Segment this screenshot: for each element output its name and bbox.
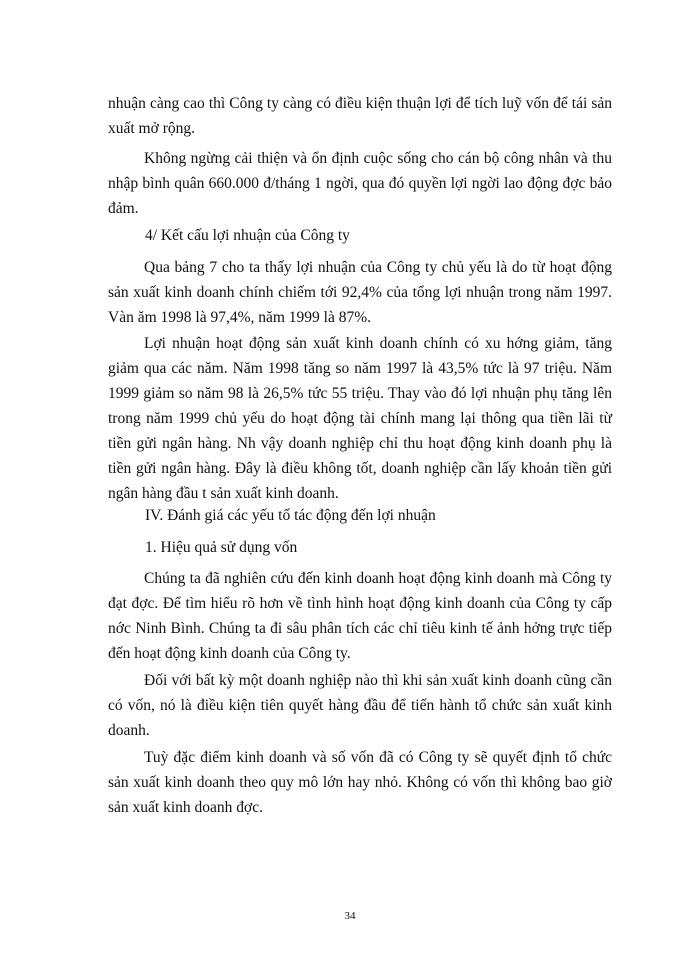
paragraph-profit-sources: Qua bảng 7 cho ta thấy lợi nhuận của Công ty chủ yếu là do từ hoạt động sản xuất kinh doanh chính chiếm tới 92,4% của tổng lợi nhuận trong năm 1997. Vàn ăm 1998 là 97,4%, năm 1999 là 87%.	[108, 259, 612, 326]
paragraph-worker-income: Không ngừng cải thiện và ổn định cuộc sống cho cán bộ công nhân và thu nhập bình quân 660.000 đ/tháng 1 ngời, qua đó quyền lợi ngời lao động đợc bảo đảm.	[108, 150, 612, 217]
heading-capital-efficiency: 1. Hiệu quả sử dụng vốn	[145, 539, 298, 556]
heading-evaluation-factors: IV. Đánh giá các yếu tố tác động đến lợi nhuận	[145, 507, 436, 524]
heading-profit-structure: 4/ Kết cấu lợi nhuận của Công ty	[145, 227, 350, 244]
paragraph-profit-accumulation: nhuận càng cao thì Công ty càng có điều kiện thuận lợi để tích luỹ vốn để tái sản xuất mở rộng.	[108, 95, 612, 137]
paragraph-business-scale: Tuỳ đặc điểm kinh doanh và số vốn đã có Công ty sẽ quyết định tổ chức sản xuất kinh doanh theo quy mô lớn hay nhỏ. Không có vốn thì không bao giờ sản xuất kinh doanh đợc.	[108, 749, 612, 816]
page-number: 34	[344, 910, 356, 922]
paragraph-profit-trend: Lợi nhuận hoạt động sản xuất kinh doanh chính có xu hớng giảm, tăng giảm qua các năm. Năm 1998 tăng so năm 1997 là 43,5% tức là 97 triệu. Năm 1999 giảm so năm 98 là 26,5% tức 55 triệu. Thay vào đó lợi nhuận phụ tăng lên trong năm 1999 chủ yếu do hoạt động tài chính mang lại thông qua tiền lãi từ tiền gửi ngân hàng. Nh vậy doanh nghiệp chỉ thu hoạt động kinh doanh phụ là tiền gửi ngân hàng. Đây là điều không tốt, doanh nghiệp cần lấy khoản tiền gửi ngân hàng đầu t sản xuất kinh doanh.	[108, 335, 612, 502]
paragraph-business-analysis: Chúng ta đã nghiên cứu đến kinh doanh hoạt động kinh doanh mà Công ty đạt đợc. Để tìm hiểu rõ hơn về tình hình hoạt động kinh doanh của Công ty cấp nớc Ninh Bình. Chúng ta đi sâu phân tích các chỉ tiêu kinh tế ảnh hởng trực tiếp đến hoạt động kinh doanh của Công ty.	[108, 570, 612, 662]
paragraph-capital-requirement: Đối với bất kỳ một doanh nghiệp nào thì khi sản xuất kinh doanh cũng cần có vốn, nó là điều kiện tiên quyết hàng đầu để tiến hành tổ chức sản xuất kinh doanh.	[108, 672, 612, 739]
